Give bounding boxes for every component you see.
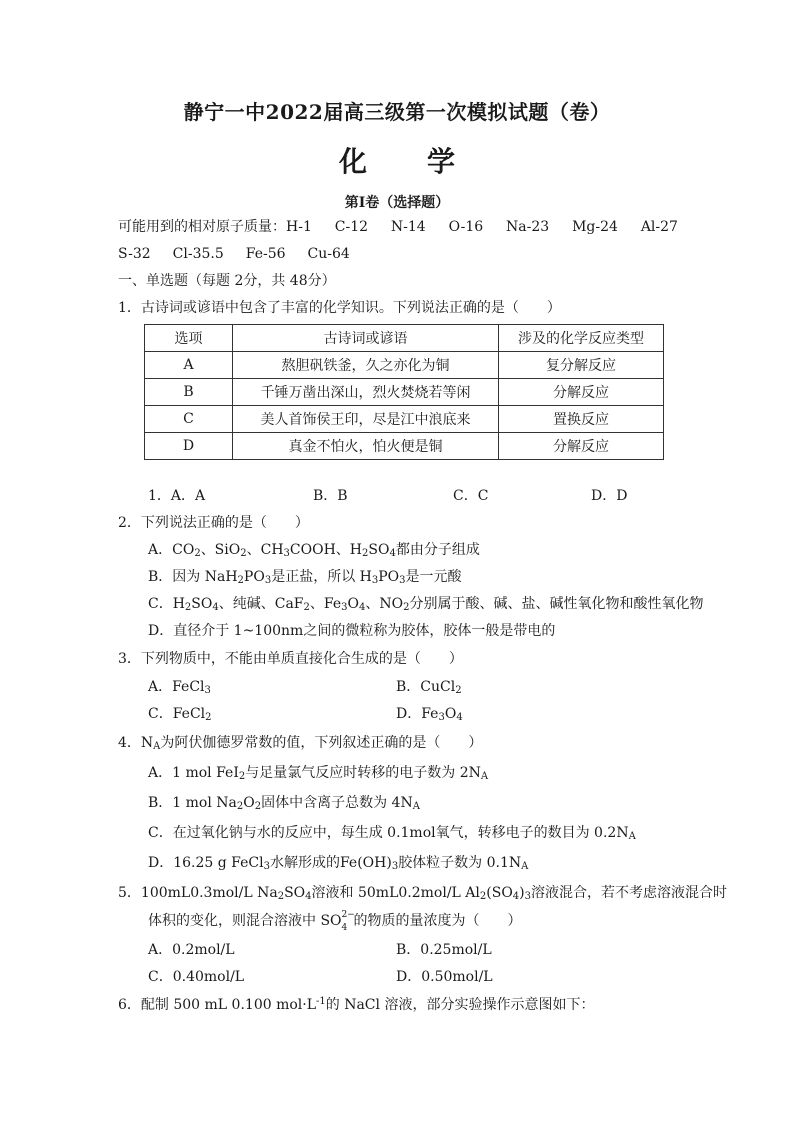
table-cell: 美人首饰侯王印，尽是江中浪底来 <box>233 406 499 433</box>
part-title: 第Ⅰ卷（选择题） <box>344 195 450 211</box>
table-cell: 真金不怕火，怕火便是铜 <box>233 433 499 460</box>
q2-stem: 2．下列说法正确的是（ ） <box>118 515 309 531</box>
table-cell: 分解反应 <box>499 433 664 460</box>
atomic-masses-row2 <box>118 245 350 263</box>
exam-title: 静宁一中2022届高三级第一次模拟试题（卷） <box>183 100 611 124</box>
table-header: 选项 <box>145 325 233 352</box>
subject-title: 化学 <box>338 145 515 178</box>
q5-option-d: D．0.50mol/L <box>396 969 493 985</box>
q2-option-a: A．$CO_2$、SiO$_2$、$CH_3COOH$、$H_2SO_4$都由分子组成 <box>148 542 480 559</box>
q3-option-d: D．$Fe_3O_4$ <box>396 706 463 723</box>
atom-n: N-14 <box>390 219 426 235</box>
q6-stem: 6．配制 500 mL 0.100 $mol\cdot L^{-1}$的 NaCl 溶液，部分实验操作示意图如下： <box>118 996 595 1013</box>
q5-option-a: A．0.2mol/L <box>148 942 235 958</box>
q5-option-b: B．0.25mol/L <box>396 942 492 958</box>
q1-option-a: 1．A．A <box>148 488 206 504</box>
q1-table <box>144 324 664 460</box>
table-cell: 复分解反应 <box>499 352 664 379</box>
atom-c: C-12 <box>334 219 369 235</box>
q4-option-a: A．1 mol FeI$_2$与足量氯气反应时转移的电子数为 $2N_A$ <box>148 765 489 782</box>
atomic-masses-label: 可能用到的相对原子质量：H-1 <box>118 219 312 235</box>
table-row <box>145 379 664 406</box>
q5-option-c: C．0.40mol/L <box>148 969 245 985</box>
atom-na: Na-23 <box>506 219 550 235</box>
q3-stem: 3．下列物质中，不能由单质直接化合生成的是（ ） <box>118 651 463 667</box>
q4-option-b: B．1 mol $Na_2O_2$固体中含离子总数为 $4N_A$ <box>148 795 420 812</box>
table-cell: A <box>145 352 233 379</box>
table-cell: 熬胆矾铁釜，久之亦化为铜 <box>233 352 499 379</box>
section-heading: 一、单选题（每题 2分，共 48分） <box>118 273 336 289</box>
q4-option-c: C．在过氧化钠与水的反应中，每生成 0.1mol氧气，转移电子的数目为 $0.2N_A$ <box>148 825 636 842</box>
q2-option-b: B．因为 $NaH_2PO_3$是正盐，所以 $H_3PO_3$是一元酸 <box>148 569 462 586</box>
table-row <box>145 352 664 379</box>
atom-fe: Fe-56 <box>245 246 286 262</box>
q1-option-b: B．B <box>313 488 348 504</box>
atom-o: O-16 <box>448 219 484 235</box>
table-header-row <box>145 325 664 352</box>
table-cell: C <box>145 406 233 433</box>
q1-option-d: D．D <box>591 488 628 504</box>
q2-option-d: D．直径介于 1~100nm之间的微粒称为胶体，胶体一般是带电的 <box>148 623 556 639</box>
q1-stem: 1．古诗词或谚语中包含了丰富的化学知识。下列说法正确的是（ ） <box>118 300 561 316</box>
table-header: 涉及的化学反应类型 <box>499 325 664 352</box>
table-cell: D <box>145 433 233 460</box>
atom-cu: Cu-64 <box>307 246 350 262</box>
q4-option-d: D．16.25 g FeCl$_3$水解形成的$Fe(OH)_3$胶体粒子数为 $0.1N_A$ <box>148 855 529 872</box>
table-row <box>145 433 664 460</box>
q3-option-c: C．FeCl$_2$ <box>148 706 212 723</box>
atom-cl: Cl-35.5 <box>172 246 224 262</box>
atom-mg: Mg-24 <box>572 219 618 235</box>
table-cell: B <box>145 379 233 406</box>
q1-option-c: C．C <box>453 488 489 504</box>
q5-stem-line2: 体积的变化，则混合溶液中 SO 2− 4 的物质的量浓度为（ ） <box>148 910 522 933</box>
q3-option-b: B．CuCl$_2$ <box>396 679 462 696</box>
q3-option-a: A．FeCl$_3$ <box>148 679 211 696</box>
table-cell: 分解反应 <box>499 379 664 406</box>
atomic-masses-row1 <box>118 218 678 236</box>
q4-stem: 4．$N_A$为阿伏伽德罗常数的值，下列叙述正确的是（ ） <box>118 735 483 752</box>
table-header: 古诗词或谚语 <box>233 325 499 352</box>
atom-al: Al-27 <box>640 219 678 235</box>
table-row <box>145 406 664 433</box>
table-cell: 千锤万凿出深山，烈火焚烧若等闲 <box>233 379 499 406</box>
q5-stem-line1: 5．100mL0.3mol/L $Na_2SO_4$溶液和 50mL0.2mol/L $Al_2(SO_4)_3$溶液混合，若不考虑溶液混合时 <box>118 885 728 902</box>
q2-option-c: C．$H_2SO_4$、纯碱、CaF$_2$、$Fe_3O_4$、$NO_2$分别属于酸、碱、盐、碱性氧化物和酸性氧化物 <box>148 596 704 613</box>
atom-s: S-32 <box>118 246 151 262</box>
table-cell: 置换反应 <box>499 406 664 433</box>
